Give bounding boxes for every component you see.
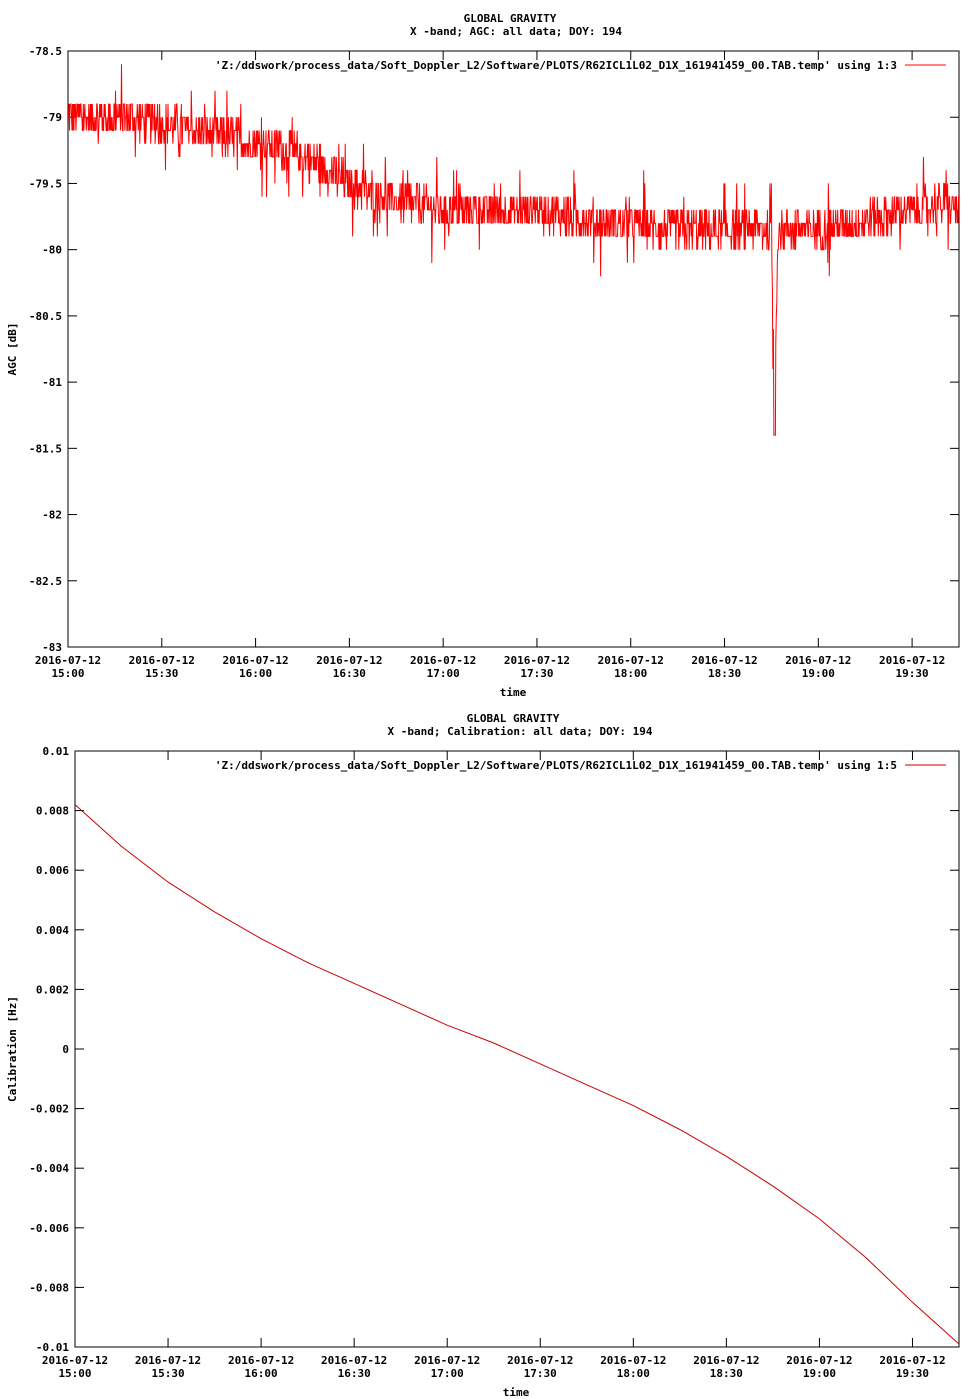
cal-x-tick-date: 2016-07-12 [879, 1354, 946, 1367]
cal-x-tick-date: 2016-07-12 [41, 1354, 109, 1367]
agc-y-tick-label: -79 [42, 111, 62, 125]
cal-y-tick-label: -0.002 [29, 1102, 69, 1116]
cal-x-axis-label: time [502, 1386, 530, 1399]
cal-y-tick-label: -0.01 [35, 1341, 69, 1354]
agc-x-tick-time: 15:00 [51, 667, 85, 680]
agc-y-axis-label: AGC [dB] [6, 322, 19, 376]
cal-chart-subtitle: X -band; Calibration: all data; DOY: 194 [387, 725, 653, 738]
cal-x-tick-time: 19:00 [802, 1367, 836, 1380]
cal-y-tick-label: -0.006 [29, 1221, 69, 1235]
agc-chart-subtitle: X -band; AGC: all data; DOY: 194 [410, 25, 622, 38]
agc-x-tick-date: 2016-07-12 [410, 654, 477, 667]
agc-y-tick-label: -82 [42, 508, 62, 522]
cal-y-axis [29, 745, 959, 1354]
cal-x-tick-time: 18:00 [616, 1367, 650, 1380]
agc-x-tick-date: 2016-07-12 [316, 654, 383, 667]
agc-series-line [68, 64, 959, 435]
agc-y-tick-label: -81 [42, 376, 62, 390]
cal-y-tick-label: 0.004 [35, 923, 69, 937]
agc-y-tick-label: -78.5 [28, 45, 62, 58]
cal-legend [215, 759, 946, 772]
cal-legend-label: 'Z:/ddswork/process_data/Soft_Doppler_L2/Software/PLOTS/R62ICL1L02_D1X_161941459_00.TAB.temp' using 1:5 [214, 759, 897, 772]
cal-x-tick-date: 2016-07-12 [786, 1354, 853, 1367]
cal-x-tick-time: 18:30 [709, 1367, 743, 1380]
agc-x-axis [35, 51, 945, 680]
agc-x-tick-time: 16:00 [239, 667, 273, 680]
agc-legend-label: 'Z:/ddswork/process_data/Soft_Doppler_L2/Software/PLOTS/R62ICL1L02_D1X_161941459_00.TAB.temp' using 1:3 [214, 59, 897, 72]
agc-x-tick-time: 18:00 [614, 667, 648, 680]
agc-y-tick-label: -82.5 [28, 574, 62, 588]
cal-x-tick-date: 2016-07-12 [134, 1354, 202, 1367]
agc-x-tick-date: 2016-07-12 [128, 654, 195, 667]
agc-x-tick-time: 18:30 [707, 667, 742, 680]
agc-x-tick-date: 2016-07-12 [34, 654, 102, 667]
agc-x-tick-date: 2016-07-12 [597, 654, 664, 667]
cal-y-tick-label: 0.008 [35, 804, 69, 818]
agc-y-tick-label: -79.5 [28, 177, 62, 191]
agc-y-axis [29, 45, 959, 654]
cal-series-line [75, 805, 959, 1344]
agc-chart-title: GLOBAL GRAVITY [463, 12, 557, 25]
cal-y-tick-label: -0.004 [29, 1162, 69, 1176]
cal-x-tick-time: 15:30 [151, 1367, 185, 1380]
cal-x-tick-time: 19:30 [895, 1367, 930, 1380]
agc-y-tick-label: -83 [42, 641, 62, 654]
cal-x-tick-date: 2016-07-12 [414, 1354, 481, 1367]
cal-x-tick-date: 2016-07-12 [507, 1354, 574, 1367]
cal-y-axis-label: Calibration [Hz] [6, 996, 19, 1102]
agc-x-tick-time: 19:00 [801, 667, 835, 680]
cal-y-tick-label: 0 [62, 1043, 69, 1056]
agc-y-tick-label: -80.5 [28, 309, 62, 323]
agc-x-tick-date: 2016-07-12 [691, 654, 758, 667]
cal-plot-frame [75, 751, 959, 1347]
cal-x-tick-time: 16:00 [244, 1367, 278, 1380]
cal-x-tick-date: 2016-07-12 [227, 1354, 295, 1367]
agc-x-tick-date: 2016-07-12 [222, 654, 289, 667]
agc-legend [215, 59, 946, 72]
cal-x-tick-date: 2016-07-12 [321, 1354, 388, 1367]
calibration-chart [6, 712, 959, 1399]
cal-y-tick-label: -0.008 [29, 1281, 69, 1295]
agc-x-tick-time: 19:30 [895, 667, 929, 680]
cal-x-tick-time: 17:30 [523, 1367, 557, 1380]
cal-x-tick-time: 17:00 [430, 1367, 464, 1380]
cal-x-axis [42, 751, 946, 1380]
agc-x-tick-time: 17:00 [426, 667, 460, 680]
agc-x-tick-date: 2016-07-12 [785, 654, 852, 667]
agc-x-tick-date: 2016-07-12 [878, 654, 946, 667]
cal-y-tick-label: 0.006 [35, 864, 69, 878]
agc-y-tick-label: -80 [42, 243, 62, 257]
agc-x-tick-time: 16:30 [332, 667, 366, 680]
cal-chart-title: GLOBAL GRAVITY [466, 712, 560, 725]
agc-y-tick-label: -81.5 [28, 442, 62, 456]
agc-chart [6, 12, 959, 699]
cal-y-tick-label: 0.01 [42, 745, 69, 758]
cal-x-tick-date: 2016-07-12 [600, 1354, 667, 1367]
cal-x-tick-time: 16:30 [337, 1367, 371, 1380]
agc-x-tick-date: 2016-07-12 [503, 654, 571, 667]
cal-x-tick-date: 2016-07-12 [693, 1354, 760, 1367]
agc-x-tick-time: 17:30 [520, 667, 554, 680]
agc-x-axis-label: time [499, 686, 527, 699]
cal-y-tick-label: 0.002 [35, 983, 69, 997]
cal-x-tick-time: 15:00 [58, 1367, 92, 1380]
agc-x-tick-time: 15:30 [145, 667, 179, 680]
